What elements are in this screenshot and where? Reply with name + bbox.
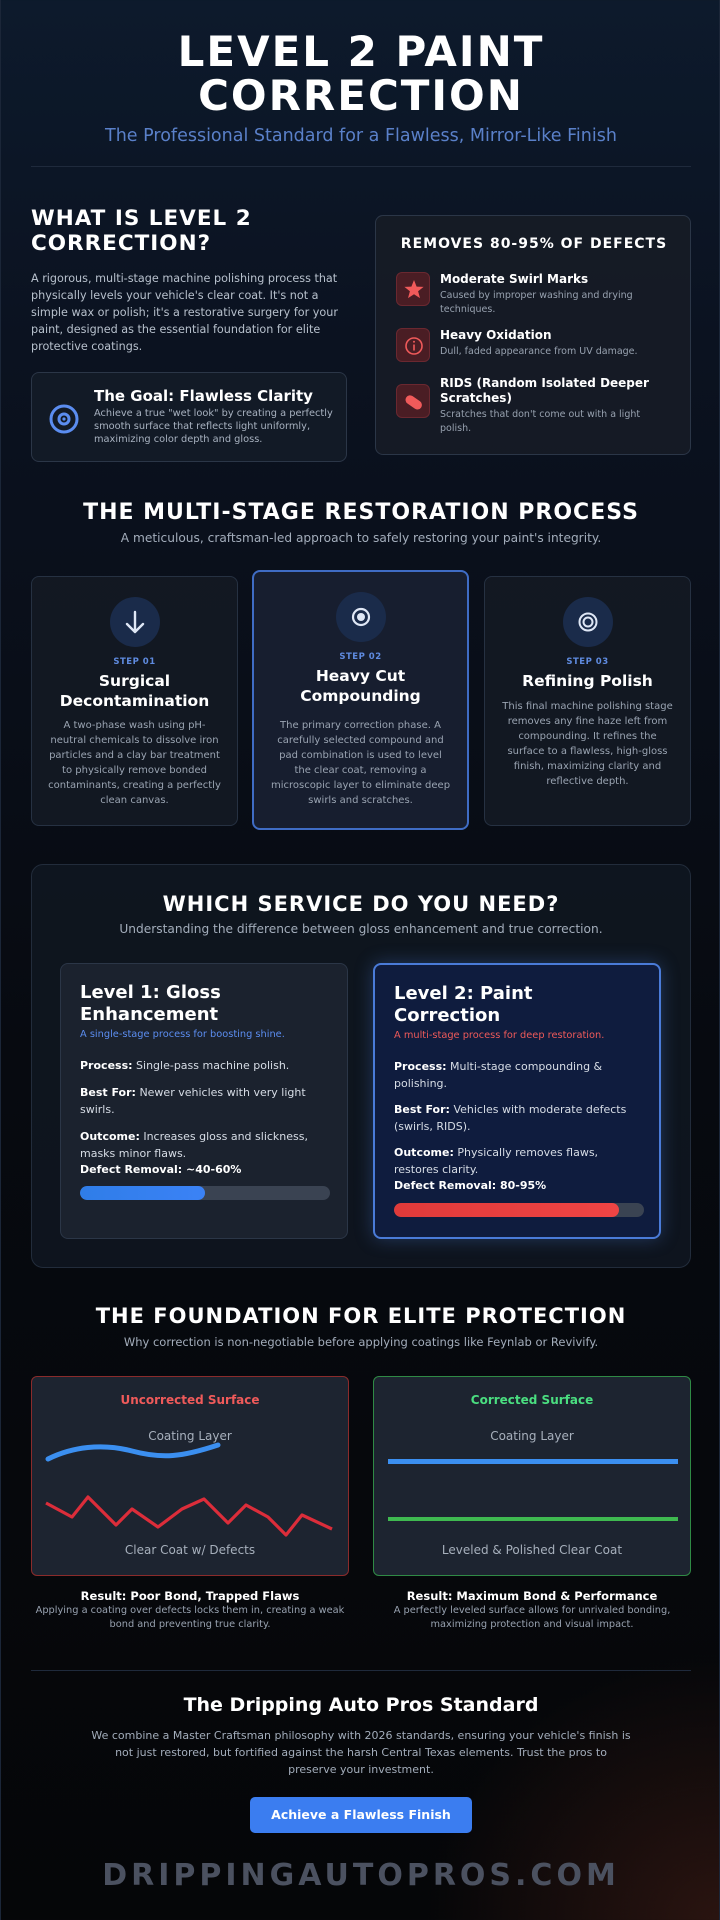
level-2-outcome: Outcome: Physically removes flaws, restores clarity.: [394, 1146, 599, 1176]
defect-name: Moderate Swirl Marks: [440, 272, 589, 286]
page-title: [1, 27, 720, 120]
level-1-title: Level 1: Gloss Enhancement: [80, 982, 221, 1025]
corrected-result-text: A perfectly leveled surface allows for unrivaled bonding, maximizing protection and visual impact.: [393, 1605, 671, 1630]
level-2-title: Level 2: Paint Correction: [394, 983, 533, 1026]
defect-desc: Caused by improper washing and drying techniques.: [440, 290, 633, 315]
what-is-heading-line-1: WHAT IS LEVEL 2: [31, 206, 252, 231]
page-title-line-1: LEVEL 2 PAINT: [177, 27, 545, 76]
page-title-line-2: CORRECTION: [198, 71, 524, 120]
scratch-icon: [396, 384, 430, 418]
defects-title: REMOVES 80-95% OF DEFECTS: [400, 236, 668, 252]
standard-heading: The Dripping Auto Pros Standard: [183, 1694, 539, 1716]
corrected-result-title: Result: Maximum Bond & Performance: [406, 1589, 658, 1603]
level-1-process: Process: Single-pass machine polish.: [80, 1059, 290, 1072]
website-domain: DRIPPINGAUTOPROS.COM: [102, 1858, 620, 1893]
uncorrected-heading: Uncorrected Surface: [120, 1393, 260, 1407]
step-text: This final machine polishing stage removes any fine haze left from compounding. It refines the surface to a flawless, high-gloss finish, maximizing clarity and reflective depth.: [502, 701, 673, 787]
level-2-progress-track: [394, 1203, 644, 1217]
defect-name: RIDS (Random Isolated Deeper Scratches): [440, 376, 649, 405]
target-icon: [48, 403, 80, 435]
level-1-best-for: Best For: Newer vehicles with very light swirls.: [80, 1086, 306, 1116]
what-is-heading-line-2: CORRECTION?: [31, 231, 212, 256]
foundation-heading: THE FOUNDATION FOR ELITE PROTECTION: [95, 1304, 627, 1328]
goal-text: Achieve a true "wet look" by creating a perfectly smooth surface that reflects light uniformly, maximizing color depth and gloss.: [94, 408, 333, 445]
goal-card: [31, 372, 347, 462]
level-1-progress-fill: [80, 1186, 205, 1200]
divider: [31, 166, 691, 167]
achieve-flawless-finish-button[interactable]: Achieve a Flawless Finish: [250, 1797, 472, 1833]
step-text: The primary correction phase. A carefully selected compound and pad combination is used to level the clear coat, removing a microscopic layer to eliminate deep swirls and scratches.: [270, 720, 451, 806]
step-title: Heavy Cut Compounding: [300, 667, 421, 705]
level-2-card: [373, 963, 661, 1239]
uncorrected-coating-label: Coating Layer: [148, 1429, 232, 1443]
page-subtitle: The Professional Standard for a Flawless, Mirror-Like Finish: [105, 126, 617, 146]
level-1-tagline: A single-stage process for boosting shine.: [80, 1029, 285, 1040]
level-2-defect-removal: Defect Removal: 80-95%: [394, 1179, 547, 1192]
star-icon: [396, 272, 430, 306]
step-card-1: [31, 576, 238, 826]
corrected-clear-coat-label: Leveled & Polished Clear Coat: [441, 1543, 623, 1557]
divider: [31, 1670, 691, 1671]
dot-circle-icon: [336, 592, 386, 642]
corrected-heading: Corrected Surface: [470, 1393, 594, 1407]
step-text: A two-phase wash using pH-neutral chemicals to dissolve iron particles and a clay bar treatment to physically remove bonded contaminants, creating a perfectly clean canvas.: [48, 720, 221, 806]
uncorrected-clear-coat-label: Clear Coat w/ Defects: [124, 1543, 256, 1557]
corrected-coating-label: Coating Layer: [490, 1429, 574, 1443]
defect-desc: Dull, faded appearance from UV damage.: [440, 346, 638, 357]
step-label: STEP 02: [339, 652, 382, 662]
level-1-defect-removal: Defect Removal: ~40-60%: [80, 1163, 242, 1176]
step-card-2: [252, 570, 469, 830]
uncorrected-result-text: Applying a coating over defects locks them in, creating a weak bond and preventing true clarity.: [35, 1605, 345, 1630]
level-2-tagline: A multi-stage process for deep restoration.: [394, 1030, 605, 1041]
standard-text: We combine a Master Craftsman philosophy with 2026 standards, ensuring your vehicle's finish is not just restored, but fortified against the harsh Central Texas elements. Trust the pros to preserve your investment.: [91, 1729, 631, 1776]
level-2-progress-fill: [394, 1203, 619, 1217]
what-is-heading: [31, 206, 351, 256]
level-1-progress-track: [80, 1186, 330, 1200]
level-2-process: Process: Multi-stage compounding & polishing.: [394, 1060, 603, 1090]
uncorrected-surface-diagram: [31, 1376, 349, 1576]
step-title: Surgical Decontamination: [59, 672, 210, 710]
step-label: STEP 03: [566, 657, 609, 667]
step-title: Refining Polish: [522, 672, 653, 690]
service-subtitle: Understanding the difference between gloss enhancement and true correction.: [119, 922, 603, 936]
level-2-best-for: Best For: Vehicles with moderate defects (swirls, RIDS).: [394, 1103, 627, 1133]
foundation-subtitle: Why correction is non-negotiable before applying coatings like Feynlab or Revivify.: [123, 1335, 599, 1349]
info-icon: [396, 328, 430, 362]
process-heading: THE MULTI-STAGE RESTORATION PROCESS: [83, 500, 639, 525]
corrected-surface-diagram: [373, 1376, 691, 1576]
uncorrected-result-title: Result: Poor Bond, Trapped Flaws: [80, 1589, 300, 1603]
arrow-down-icon: [110, 597, 160, 647]
defects-card: [375, 215, 691, 455]
goal-title: The Goal: Flawless Clarity: [94, 387, 313, 405]
what-is-description: A rigorous, multi-stage machine polishing process that physically levels your vehicle's clear coat. It's not a simple wax or polish; it's a restorative surgery for your paint, designed as the essential foundation for elite protective coatings.: [31, 272, 338, 353]
step-card-3: [484, 576, 691, 826]
level-1-outcome: Outcome: Increases gloss and slickness, masks minor flaws.: [80, 1130, 308, 1160]
service-heading: WHICH SERVICE DO YOU NEED?: [162, 892, 560, 916]
step-label: STEP 01: [113, 657, 156, 667]
process-subtitle: A meticulous, craftsman-led approach to safely restoring your paint's integrity.: [120, 531, 602, 545]
level-1-card: [60, 963, 348, 1239]
ring-icon: [563, 597, 613, 647]
defect-desc: Scratches that don't come out with a light polish.: [440, 409, 641, 434]
defect-name: Heavy Oxidation: [440, 328, 552, 342]
